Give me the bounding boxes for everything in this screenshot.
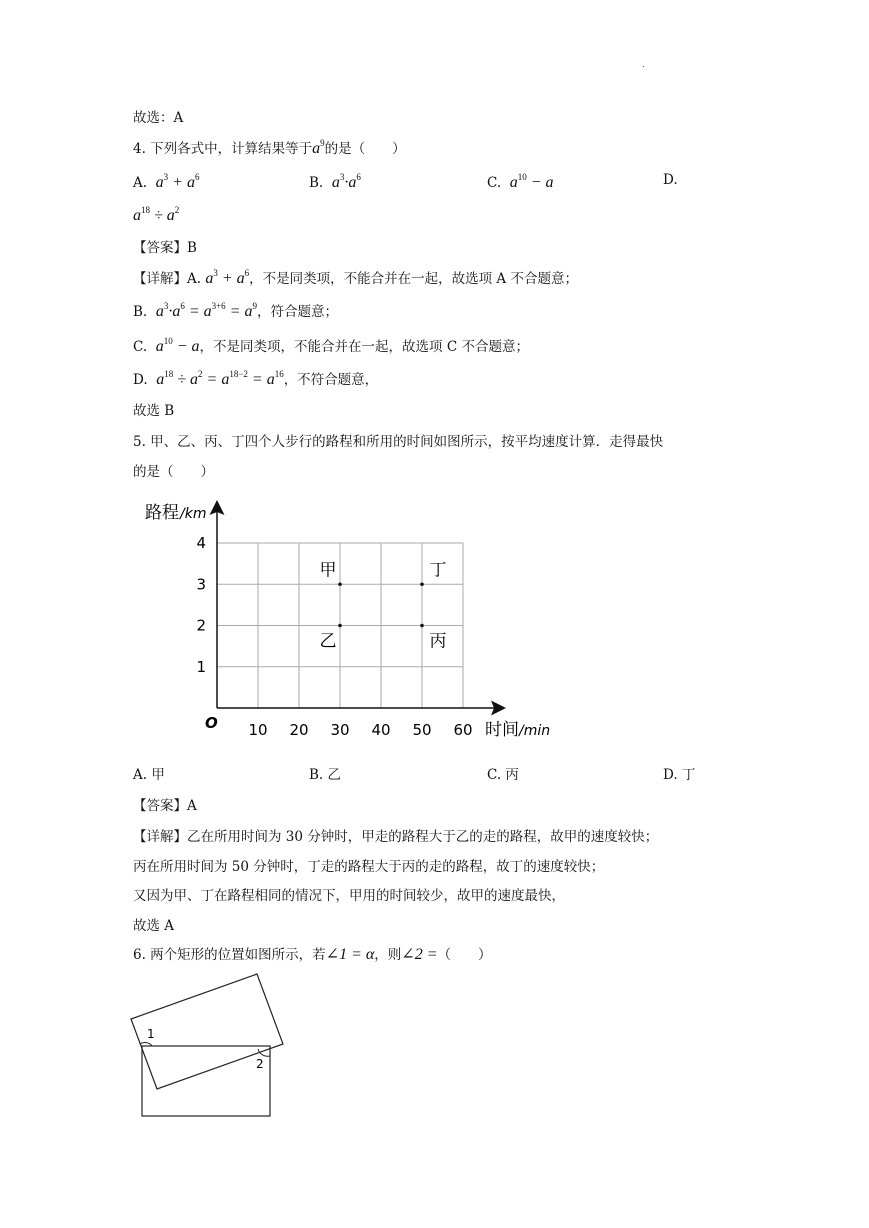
corner-dot: . (642, 60, 645, 69)
data-point-label-甲: 甲 (319, 560, 337, 581)
q4-detail-b: B. $a^3\cdot a^6 = a^{3+6} = a^9$，符合题意； (133, 301, 338, 320)
data-point-丁 (420, 582, 424, 586)
origin-label: O (205, 714, 218, 732)
q4-conclusion: 故选 B (133, 403, 175, 419)
prev-conclusion: 故选：A (133, 110, 184, 126)
y-tick-label-1: 1 (196, 657, 206, 676)
data-point-丙 (420, 624, 424, 628)
upright-rectangle (142, 1046, 270, 1116)
q5-option-c: C. 丙 (487, 767, 519, 783)
q5-option-d: D. 丁 (663, 767, 696, 783)
q5-detail-3: 又因为甲、丁在路程相同的情况下，甲用的时间较少，故甲的速度最快， (133, 888, 565, 904)
angle-2-label: 2 (256, 1057, 264, 1071)
q4-stem (133, 137, 406, 158)
q4-option-a-label: A. (133, 175, 148, 191)
q4-detail-d: D. $a^{18} \div a^2 = a^{18-2} = a^{16}$，不符合题意， (133, 369, 379, 388)
q4-option-c-expr: $a^{10} - a$ (509, 172, 554, 191)
q4-option-b-label: B. (309, 175, 324, 191)
data-point-label-丙: 丙 (429, 631, 447, 652)
q4-option-a-expr: $a^3 + a^6$ (155, 172, 200, 191)
data-point-label-乙: 乙 (319, 631, 337, 652)
x-tick-label-30: 30 (330, 721, 350, 739)
q4-option-b-expr: $a^3\cdot a^6$ (331, 172, 361, 191)
data-point-label-丁: 丁 (429, 560, 447, 581)
y-tick-label-3: 3 (196, 575, 206, 594)
angle-1-label: 1 (147, 1027, 155, 1041)
q5-answer: 【答案】A (133, 798, 197, 814)
x-tick-label-50: 50 (412, 721, 432, 739)
q4-stem-tail: 的是（ ） (324, 141, 406, 157)
q4-detail-c: C. $a^{10} - a$，不是同类项，不能合并在一起，故选项 C 不合题意； (133, 336, 529, 355)
x-tick-label-20: 20 (289, 721, 309, 739)
chart-axes (217, 503, 503, 708)
angle-2-arc (258, 1049, 270, 1056)
q4-target-expr: $a^9$ (312, 138, 325, 157)
q5-stem-line1: 5. 甲、乙、丙、丁四个人步行的路程和所用的时间如图所示，按平均速度计算．走得最快 (133, 434, 664, 450)
y-tick-label-4: 4 (196, 534, 206, 552)
x-tick-label-10: 10 (248, 721, 268, 739)
q4-option-a (133, 172, 199, 192)
q6-asked-angle: ∠2 = (401, 946, 438, 963)
q4-detail-a: 【详解】A. $a^3 + a^6$，不是同类项，不能合并在一起，故选项 A 不合题意； (133, 268, 578, 287)
x-tick-label-60: 60 (453, 721, 473, 739)
q5-option-a: A. 甲 (133, 767, 165, 783)
y-tick-label-2: 2 (196, 616, 206, 635)
q6-stem: 6. 两个矩形的位置如图所示，若∠1 = α，则∠2 =（ ） (133, 946, 492, 963)
q5-detail-2: 丙在所用时间为 50 分钟时，丁走的路程大于丙的走的路程，故丁的速度较快； (133, 859, 605, 875)
q5-option-b: B. 乙 (309, 767, 342, 783)
q5-stem-line2: 的是（ ） (133, 464, 214, 480)
data-point-乙 (338, 624, 342, 628)
q4-option-c (487, 172, 554, 192)
y-axis-label: 路程/km (145, 503, 207, 523)
q5-distance-time-chart (130, 490, 570, 750)
q4-option-b (309, 172, 361, 192)
q4-option-d-expr: $a^{18} \div a^2$ (133, 205, 180, 224)
q5-detail-1: 【详解】乙在所用时间为 30 分钟时，甲走的路程大于乙的走的路程，故甲的速度较快； (133, 829, 659, 845)
q4-answer: 【答案】B (133, 240, 197, 256)
q6-rectangles-figure (125, 970, 295, 1120)
q4-stem-text: 4. 下列各式中，计算结果等于 (133, 141, 313, 157)
q5-conclusion: 故选 A (133, 918, 175, 934)
data-point-甲 (338, 582, 342, 586)
x-axis-label: 时间/min (485, 720, 551, 740)
x-tick-label-40: 40 (371, 721, 391, 739)
q4-option-d-label: D. (663, 172, 678, 188)
q6-given-angle: ∠1 = α (325, 946, 375, 963)
q4-option-c-label: C. (487, 175, 502, 191)
